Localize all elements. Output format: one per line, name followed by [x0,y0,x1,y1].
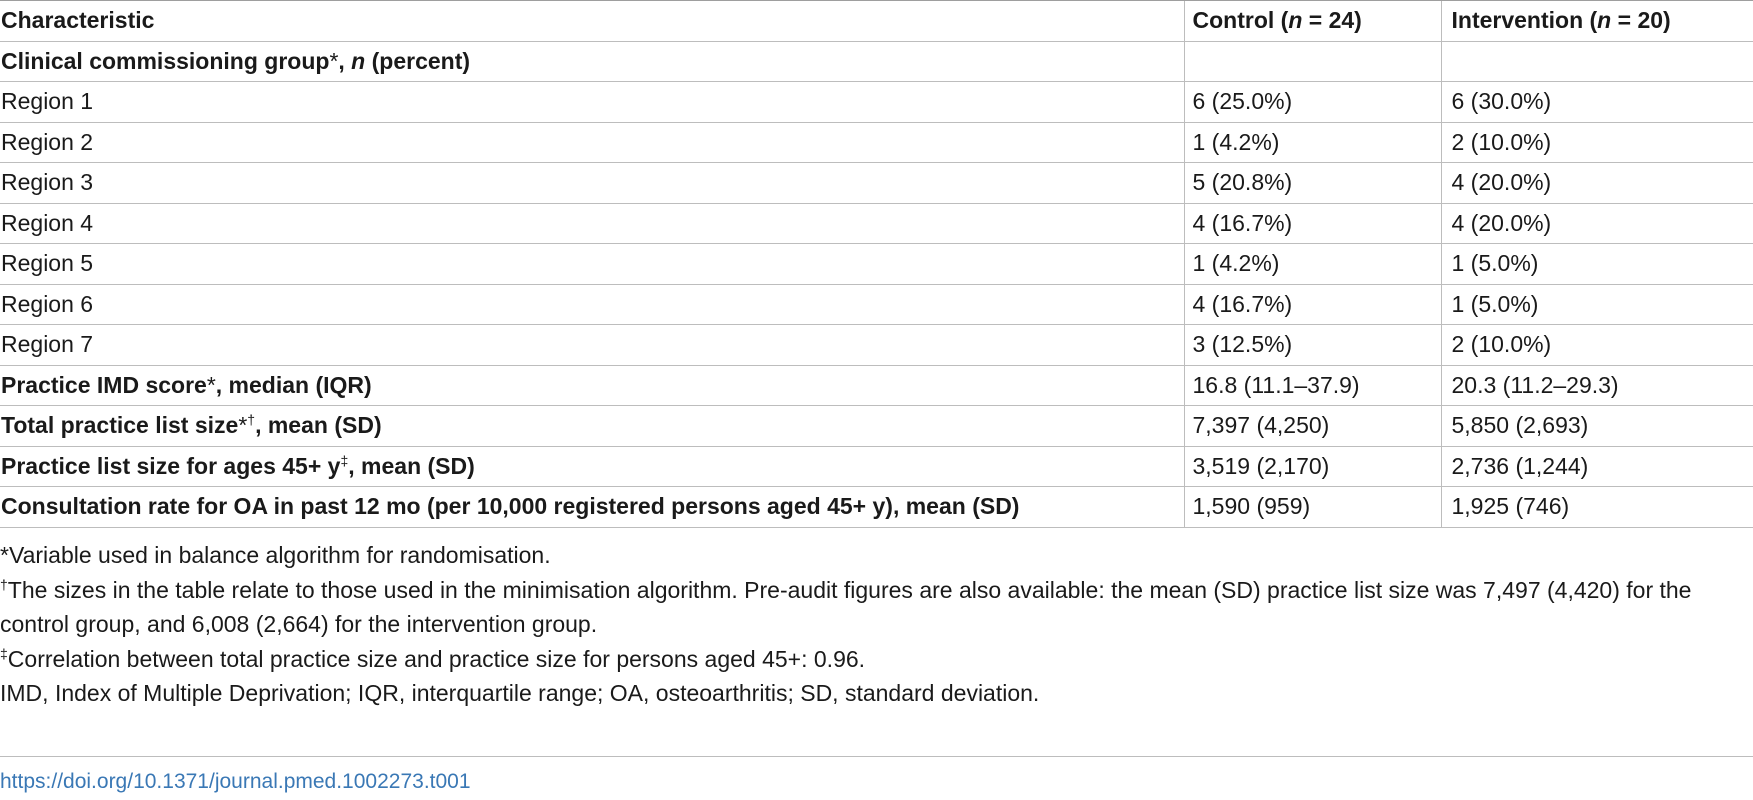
region-control: 3 (12.5%) [1184,325,1441,366]
table-row [0,325,1753,366]
ccg-heading: Clinical commissioning group*, n (percent) [0,41,1184,82]
region-intervention: 4 (20.0%) [1441,203,1753,244]
list-45-intervention: 2,736 (1,244) [1441,446,1753,487]
list-45-control: 3,519 (2,170) [1184,446,1441,487]
region-control: 6 (25.0%) [1184,82,1441,123]
total-list-intervention: 5,850 (2,693) [1441,406,1753,447]
ccg-heading-intervention [1441,41,1753,82]
footer-divider [0,756,1753,757]
table-row-imd [0,365,1753,406]
table-row [0,284,1753,325]
region-label: Region 3 [0,163,1184,204]
footnote-star: *Variable used in balance algorithm for randomisation. [0,542,551,568]
table-row-list-45 [0,446,1753,487]
footnote-dagger: †The sizes in the table relate to those used in the minimisation algorithm. Pre-audit figures are also available: the mean (SD) practice list size was 7,497 (4,420) for the control group, and 6,008 (2,664) for the intervention group. [0,575,1692,638]
region-intervention: 2 (10.0%) [1441,325,1753,366]
footnote-ddagger: ‡Correlation between total practice size and practice size for persons aged 45+: 0.96. [0,645,866,672]
header-control: Control (n = 24) [1184,1,1441,42]
total-list-label: Total practice list size*†, mean (SD) [0,406,1184,447]
ccg-heading-control [1184,41,1441,82]
imd-control: 16.8 (11.1–37.9) [1184,365,1441,406]
table-row-total-list [0,406,1753,447]
region-intervention: 6 (30.0%) [1441,82,1753,123]
region-control: 4 (16.7%) [1184,203,1441,244]
region-label: Region 2 [0,122,1184,163]
header-characteristic: Characteristic [0,1,1184,42]
table-header-row [0,1,1753,42]
region-intervention: 4 (20.0%) [1441,163,1753,204]
region-intervention: 1 (5.0%) [1441,244,1753,285]
region-intervention: 1 (5.0%) [1441,284,1753,325]
consult-intervention: 1,925 (746) [1441,487,1753,528]
table-row [0,203,1753,244]
region-label: Region 5 [0,244,1184,285]
footnote-abbreviations: IMD, Index of Multiple Deprivation; IQR, interquartile range; OA, osteoarthritis; SD, standard deviation. [0,680,1040,707]
region-label: Region 6 [0,284,1184,325]
doi-link[interactable]: https://doi.org/10.1371/journal.pmed.1002273.t001 [0,770,471,793]
total-list-control: 7,397 (4,250) [1184,406,1441,447]
table-row [0,244,1753,285]
list-45-label: Practice list size for ages 45+ y‡, mean (SD) [0,446,1184,487]
consult-label: Consultation rate for OA in past 12 mo (per 10,000 registered persons aged 45+ y), mean (SD) [0,487,1184,528]
consult-control: 1,590 (959) [1184,487,1441,528]
table-row [0,122,1753,163]
region-control: 4 (16.7%) [1184,284,1441,325]
region-control: 5 (20.8%) [1184,163,1441,204]
table-footnotes [0,538,1740,711]
imd-label: Practice IMD score*, median (IQR) [0,365,1184,406]
imd-intervention: 20.3 (11.2–29.3) [1441,365,1753,406]
region-intervention: 2 (10.0%) [1441,122,1753,163]
region-control: 1 (4.2%) [1184,122,1441,163]
region-label: Region 1 [0,82,1184,123]
table-row-consult [0,487,1753,528]
table-row [0,82,1753,123]
region-label: Region 4 [0,203,1184,244]
table-row-ccg-heading [0,41,1753,82]
table-row [0,163,1753,204]
region-label: Region 7 [0,325,1184,366]
region-control: 1 (4.2%) [1184,244,1441,285]
header-intervention: Intervention (n = 20) [1441,1,1753,42]
